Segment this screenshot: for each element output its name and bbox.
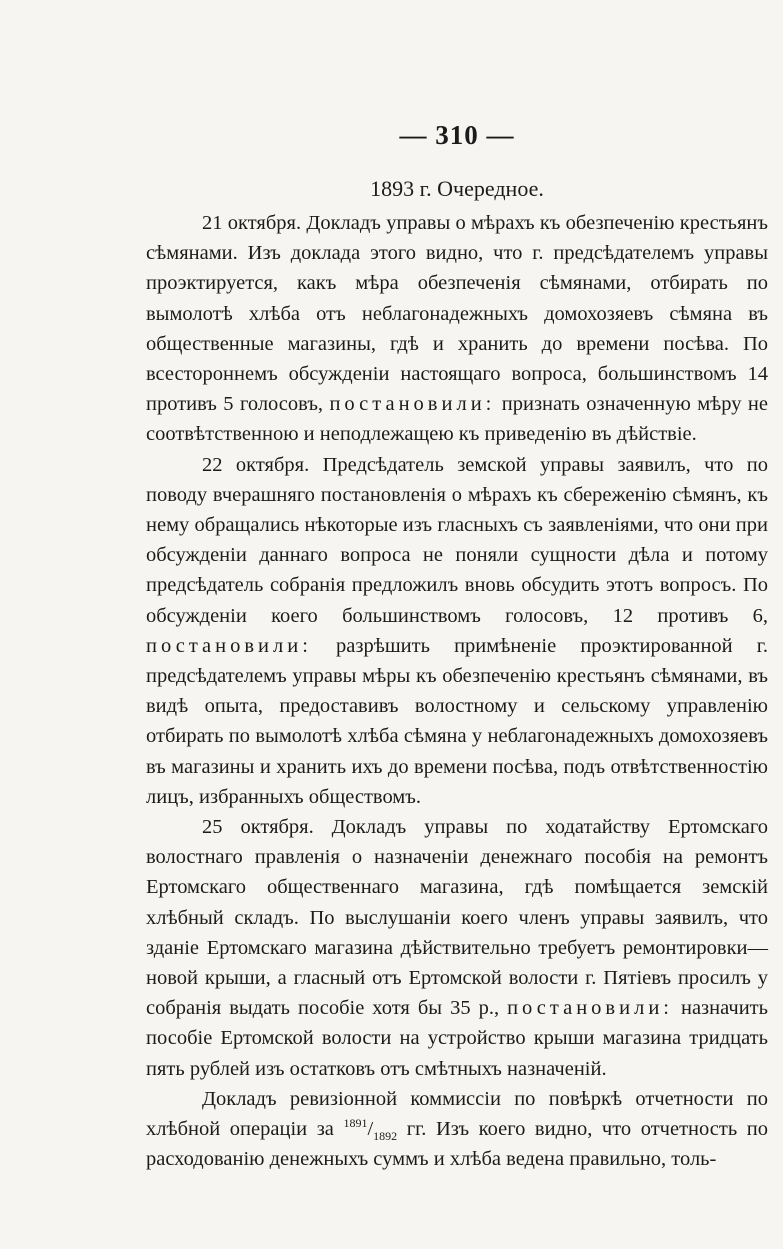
fraction-numerator: 1891 — [343, 1116, 368, 1131]
paragraph-audit-report: Докладъ ревизіонной коммиссіи по повѣркѣ отчетности по хлѣбной операціи за $^{1891}/_{1892}$ гг. Изъ коего видно, что отчетность по расходованію денежныхъ суммъ и хлѣба ведена правильно, толь- — [146, 1087, 768, 1171]
paragraph-text: разрѣшить примѣненіе проэктированной г. предсѣдателемъ управы мѣры къ обезпеченію крестьянъ сѣмянами, въ видѣ опыта, предоставивъ волостному и сельскому управленію отбирать по вымолотѣ хлѣба сѣмяна у неблагонадежныхъ домохозяевъ въ магазины и хранить ихъ до времени посѣва, подъ отвѣтственностію лицъ, избранныхъ обществомъ. — [146, 634, 768, 808]
page-number: — 310 — — [399, 120, 515, 150]
document-body — [146, 208, 768, 1175]
fraction-denominator: 1892 — [373, 1129, 398, 1144]
paragraph-text: гг. Изъ коего видно, что отчетность по расходованію денежныхъ суммъ и хлѣба ведена правильно, толь- — [146, 1118, 768, 1171]
decision-word: постановили: — [329, 393, 496, 416]
paragraph-oct-21 — [146, 208, 768, 450]
paragraph-text: Докладъ ревизіонной коммиссіи по повѣркѣ отчетности по хлѣбной операціи за — [146, 1087, 768, 1141]
document-page — [146, 118, 768, 1228]
session-title: 1893 г. Очередное. — [370, 176, 544, 201]
paragraph-text: 22 октября. Предсѣдатель земской управы заявилъ, что по поводу вчерашняго постановленія о мѣрахъ къ сбереженію сѣмянъ, къ нему обращались нѣкоторые изъ гласныхъ съ заявленіями, что они при обсужденіи даннаго вопроса не поняли сущности дѣла и потому предсѣдатель собранія предложилъ вновь обсудить этотъ вопросъ. По обсужденіи коего большинствомъ голосовъ, 12 противъ 6, — [146, 453, 768, 627]
decision-word: постановили: — [507, 997, 673, 1020]
paragraph-text: 25 октября. Докладъ управы по ходатайству Ертомскаго волостнаго правленія о назначеніи денежнаго пособія на ремонтъ Ертомскаго общественнаго магазина, гдѣ помѣщается земскій хлѣбный складъ. По выслушаніи коего членъ управы заявилъ, что зданіе Ертомскаго магазина дѣйствительно требуетъ ремонтировки—новой крыши, а гласный отъ Ертомской волости г. Пятіевъ просилъ у собранія выдать пособіе хотя бы 35 р., — [146, 816, 768, 1020]
paragraph-text: 21 октября. Докладъ управы о мѣрахъ къ обезпеченію крестьянъ сѣмянами. Изъ доклада этого видно, что г. предсѣдателемъ управы проэктируется, какъ мѣра обезпеченія сѣмянами, отбирать по вымолотѣ хлѣба отъ неблагонадежныхъ домохозяевъ сѣмяна въ общественные магазины, гдѣ и хранить до времени посѣва. По всестороннемъ обсужденіи настоящаго вопроса, большинствомъ 14 противъ 5 голосовъ, — [146, 212, 768, 416]
paragraph-text: назначить пособіе Ертомской волости на устройство крыши магазина тридцать пять рублей изъ остатковъ отъ смѣтныхъ назначеній. — [146, 997, 768, 1080]
paragraph-oct-22 — [146, 450, 768, 812]
paragraph-oct-25 — [146, 812, 768, 1084]
decision-word: постановили: — [146, 634, 312, 657]
paragraph-text: признать означенную мѣру не соотвѣтственною и неподлежащею къ приведенію въ дѣйствіе. — [146, 393, 768, 446]
